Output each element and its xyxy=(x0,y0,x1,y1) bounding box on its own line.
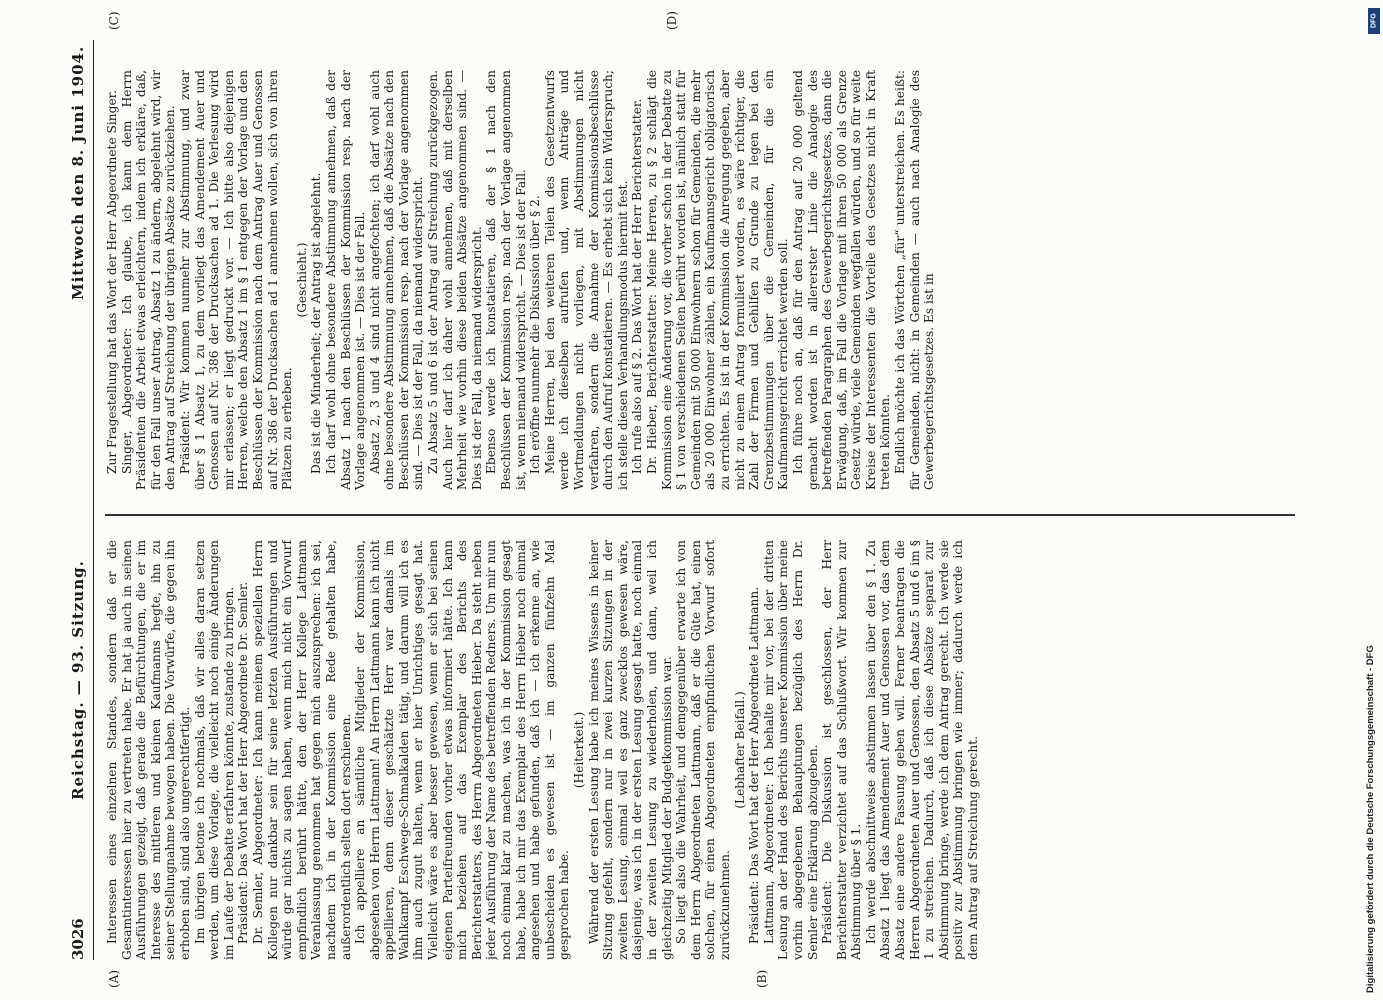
right-text-column xyxy=(105,70,1295,490)
stage-direction: (Geschieht.) xyxy=(294,242,309,318)
paragraph: Während der ersten Lesung habe ich meines Wissens in keiner Sitzung gefehlt, sondern nur in zwei kurzen Sitzungen in der zweiten Lesung, einmal weil es ganz zwecklos gewesen wäre, dasjenige, was ich in der ersten Lesung gesagt hatte, noch einmal in der zweiten Lesung zu wiederholen, und dann, weil ich gleichzeitig Mitglied der Budgetkommission war. xyxy=(586,540,674,960)
credit-text: Digitalisierung gefördert durch die Deutsche Forschungsgemeinschaft - DFG xyxy=(1365,645,1376,993)
rotated-printed-page xyxy=(65,11,1315,988)
paragraph: Ich eröffne nunmehr die Diskussion über § 2. xyxy=(528,195,543,474)
paragraph: Lattmann, Abgeordneter: Ich behalte mir vor, bei der dritten Lesung an der Hand des Berichts unserer Kommission über meine vorhin abgegebenen Behauptungen bezüglich des Herrn Dr. Semler eine Erklärung abzugeben. xyxy=(761,540,820,960)
margin-marker-b: (B) xyxy=(755,969,769,988)
paragraph: Ich werde abschnittweise abstimmen lassen über den § 1. Zu Absatz 1 liegt das Amendement Auer und Genossen vor, das dem Absatz eine andere Fassung geben will. Ferner beantragen die Herren Abgeordneten Auer und Genossen, den Absatz 5 und 6 im § 1 zu streichen. Dadurch, daß ich diese Absätze separat zur Abstimmung bringe, werde ich dem Antrag gerecht. Ich werde sie positiv zur Abstimmung bringen wie immer; dadurch werde ich dem Antrag auf Streichung gerecht. xyxy=(863,540,981,960)
paragraph: Ich darf wohl ohne besondere Abstimmung annehmen, daß der Absatz 1 nach den Beschlüssen der Kommission resp. nach der Vorlage angenommen ist. — Dies ist der Fall. xyxy=(323,70,368,490)
paragraph: Zur Fragestellung hat das Wort der Herr Abgeordnete Singer. xyxy=(105,89,119,474)
paragraph: Singer, Abgeordneter: Ich glaube, ich kann dem Herrn Präsidenten die Arbeit etwas erleichtern, indem ich erkläre, daß, für den Fall unser Antrag, Absatz 1 zu ändern, abgelehnt wird, wir den Antrag auf Streichung der übrigen Absätze zurückziehen. xyxy=(119,70,178,490)
paragraph: Absatz 2, 3 und 4 sind nicht angefochten; ich darf wohl auch ohne besondere Abstimmung annehmen, daß die Absätze nach den Beschlüssen der Kommission resp. nach der Vorlage angenommen sind. — Dies ist der Fall, da niemand widerspricht. xyxy=(367,70,426,490)
left-text-column xyxy=(105,540,1295,960)
paragraph: Dr. Hieber, Berichterstatter: Meine Herren, zu § 2 schlägt die Kommission eine Änderung vor, die vorher schon in der Debatte zu § 1 von verschiedenen Seiten berührt worden ist, nämlich statt für Gemeinden mit 50 000 Einwohnern schon für Gemeinden, die mehr als 20 000 Einwohner zählen, ein Kaufmannsgericht obligatorisch zu errichten. Es ist in der Kommission die Anregung gegeben, aber nicht zu einem Antrag formuliert worden, es wäre richtiger, die Zahl der Firmen und Gehilfen zu Grunde zu legen bei den Grenzbestimmungen über die Gemeinden, für die ein Kaufmannsgericht errichtet werden soll. xyxy=(644,70,791,490)
header-right-title: Mittwoch den 8. Juni 1904. xyxy=(69,45,87,300)
paragraph: Ich führe noch an, daß für den Antrag auf 20 000 geltend gemacht worden ist in allererster Linie die Analogie des betreffenden Paragraphen des Gewerbegerichtsgesetzes, dann die Erwägung, daß, im Fall die Vorlage mit ihren 50 000 als Grenze Gesetz würde, viele Gemeinden wegfallen würden, und so für weite Kreise der Interessenten die Vorteile des Gesetzes nicht in Kraft treten könnten. xyxy=(790,70,893,490)
paragraph: Präsident: Das Wort hat der Herr Abgeordnete Lattmann. xyxy=(747,586,762,944)
paragraph: Ebenso werde ich konstatieren, daß der § 1 nach den Beschlüssen der Kommission resp. nach der Vorlage angenommen ist, wenn niemand widerspricht. — Dies ist der Fall. xyxy=(484,70,528,490)
column-divider xyxy=(105,515,1295,517)
paragraph: So liegt also die Wahrheit, und demgegenüber erwarte ich von dem Herrn Abgeordneten Lattmann, daß er die Güte hat, einen solchen, für einen Abgeordneten empfindlichen Vorwurf sofort zurückzunehmen. xyxy=(674,540,732,960)
paragraph: Präsident: Die Diskussion ist geschlossen, der Herr Berichterstatter verzichtet auf das Schlußwort. Wir kommen zur Abstimmung über § 1. xyxy=(820,540,864,960)
margin-marker-a: (A) xyxy=(107,969,121,988)
margin-marker-c: (C) xyxy=(107,11,121,30)
paragraph: Ich appelliere an sämtliche Mitglieder der Kommission, abgesehen von Herrn Lattmann! An Herrn Lattmann kann ich nicht appellieren, denn dieser geschätzte Herr war damals im Wahlkampf Eschwege-Schmalkalden tätig, und darum will ich es ihm auch zugut halten, wenn er hier Unrichtiges gesagt hat. Vielleicht wäre es aber besser gewesen, wenn er sich bei seinen eigenen Parteifreunden vorher etwas informiert hätte. Ich kann mich beziehen auf das Exemplar des Berichts des Berichterstatters, des Herrn Abgeordneten Hieber. Da steht neben jeder Ausführung der Name des betreffenden Redners. Um mir nun noch einmal klar zu machen, was ich in der Kommission gesagt habe, habe ich mir das Exemplar des Herrn Hieber noch einmal angesehen und habe gefunden, daß ich — ich erkenne an, wie unbescheiden es gewesen ist — im ganzen fünfzehn Mal gesprochen habe. xyxy=(353,540,572,960)
stage-direction: (Heiterkeit.) xyxy=(572,711,586,789)
paragraph: Interessen eines einzelnen Standes, sondern daß er die Gesamtinteressen hier zu vertreten habe. Er hat ja auch in seinen Ausführungen gezeigt, daß gerade die Befürchtungen, die er im Interesse des mittleren und kleinen Kaufmanns hegte, ihn zu seiner Stellungnahme bewogen haben. Die Vorwürfe, die gegen ihn erhoben sind, sind also ungerechtfertigt. xyxy=(105,540,192,960)
paragraph: Zu Absatz 5 und 6 ist der Antrag auf Streichung zurückgezogen. Auch hier darf ich daher wohl annehmen, daß mit derselben Mehrheit wie vorhin diese beiden Absätze angenommen sind. — Dies ist der Fall, da niemand widerspricht. xyxy=(426,70,484,490)
paragraph: Dr. Semler, Abgeordneter: Ich kann meinem speziellen Herrn Kollegen nur dankbar sein für seine letzten Ausführungen und würde gar nichts zu sagen haben, wenn mich nicht ein Vorwurf empfindlich berührt hätte, den der Herr Kollege Lattmann Veranlassung genommen hat gegen mich auszusprechen: ich sei, nachdem ich in der Kommission eine Rede gehalten habe, außerordentlich selten dort erschienen. xyxy=(250,540,353,960)
paragraph: Präsident: Das Wort hat der Herr Abgeordnete Dr. Semler. xyxy=(236,581,251,944)
paragraph: Im übrigen betone ich nochmals, daß wir alles daran setzen werden, um diese Vorlage, die vielleicht noch einige Änderungen im Laufe der Debatte erfahren könnte, zustande zu bringen. xyxy=(192,540,236,960)
dfg-logo: DFG xyxy=(1368,8,1380,34)
margin-marker-d: (D) xyxy=(665,11,679,30)
header-left-title: Reichstag. — 93. Sitzung. xyxy=(69,560,87,800)
paragraph: Endlich möchte ich das Wörtchen „für“ unterstreichen. Es heißt: für Gemeinden, nicht: in Gemeinden — auch nach Analogie des Gewerbegerichtsgesetzes. Es ist in xyxy=(893,70,937,490)
paragraph: Meine Herren, bei den weiteren Teilen des Gesetzentwurfs werde ich dieselben aufrufen und, wenn Anträge und Wortmeldungen nicht vorliegen, mit Abstimmungen nicht verfahren, sondern die Annahme der Kommissionsbeschlüsse durch den Aufruf konstatieren. — Es erhebt sich kein Widerspruch; ich stelle diesen Verhandlungsmodus hiermit fest. xyxy=(542,70,630,490)
digitization-credit xyxy=(1362,8,1380,993)
page-number: 3026 xyxy=(69,918,87,960)
paragraph: Ich rufe also auf § 2. Das Wort hat der Herr Berichterstatter. xyxy=(630,98,645,474)
stage-direction: (Lebhafter Beifall.) xyxy=(732,691,747,809)
paragraph: Präsident: Wir kommen nunmehr zur Abstimmung, und zwar über § 1 Absatz 1, zu dem vorliegt das Amendement Auer und Genossen auf Nr. 386 der Drucksachen ad 1. Die Verlesung wird mir erlassen; er liegt gedruckt vor. — Ich bitte also diejenigen Herren, welche den Absatz 1 im § 1 entgegen der Vorlage und den Beschlüssen der Kommission nach dem Antrag Auer und Genossen auf Nr. 386 der Drucksachen ad 1 annehmen wollen, sich von ihren Plätzen zu erheben. xyxy=(177,70,295,490)
page-header xyxy=(65,40,94,960)
paragraph: Das ist die Minderheit; der Antrag ist abgelehnt. xyxy=(309,172,324,474)
